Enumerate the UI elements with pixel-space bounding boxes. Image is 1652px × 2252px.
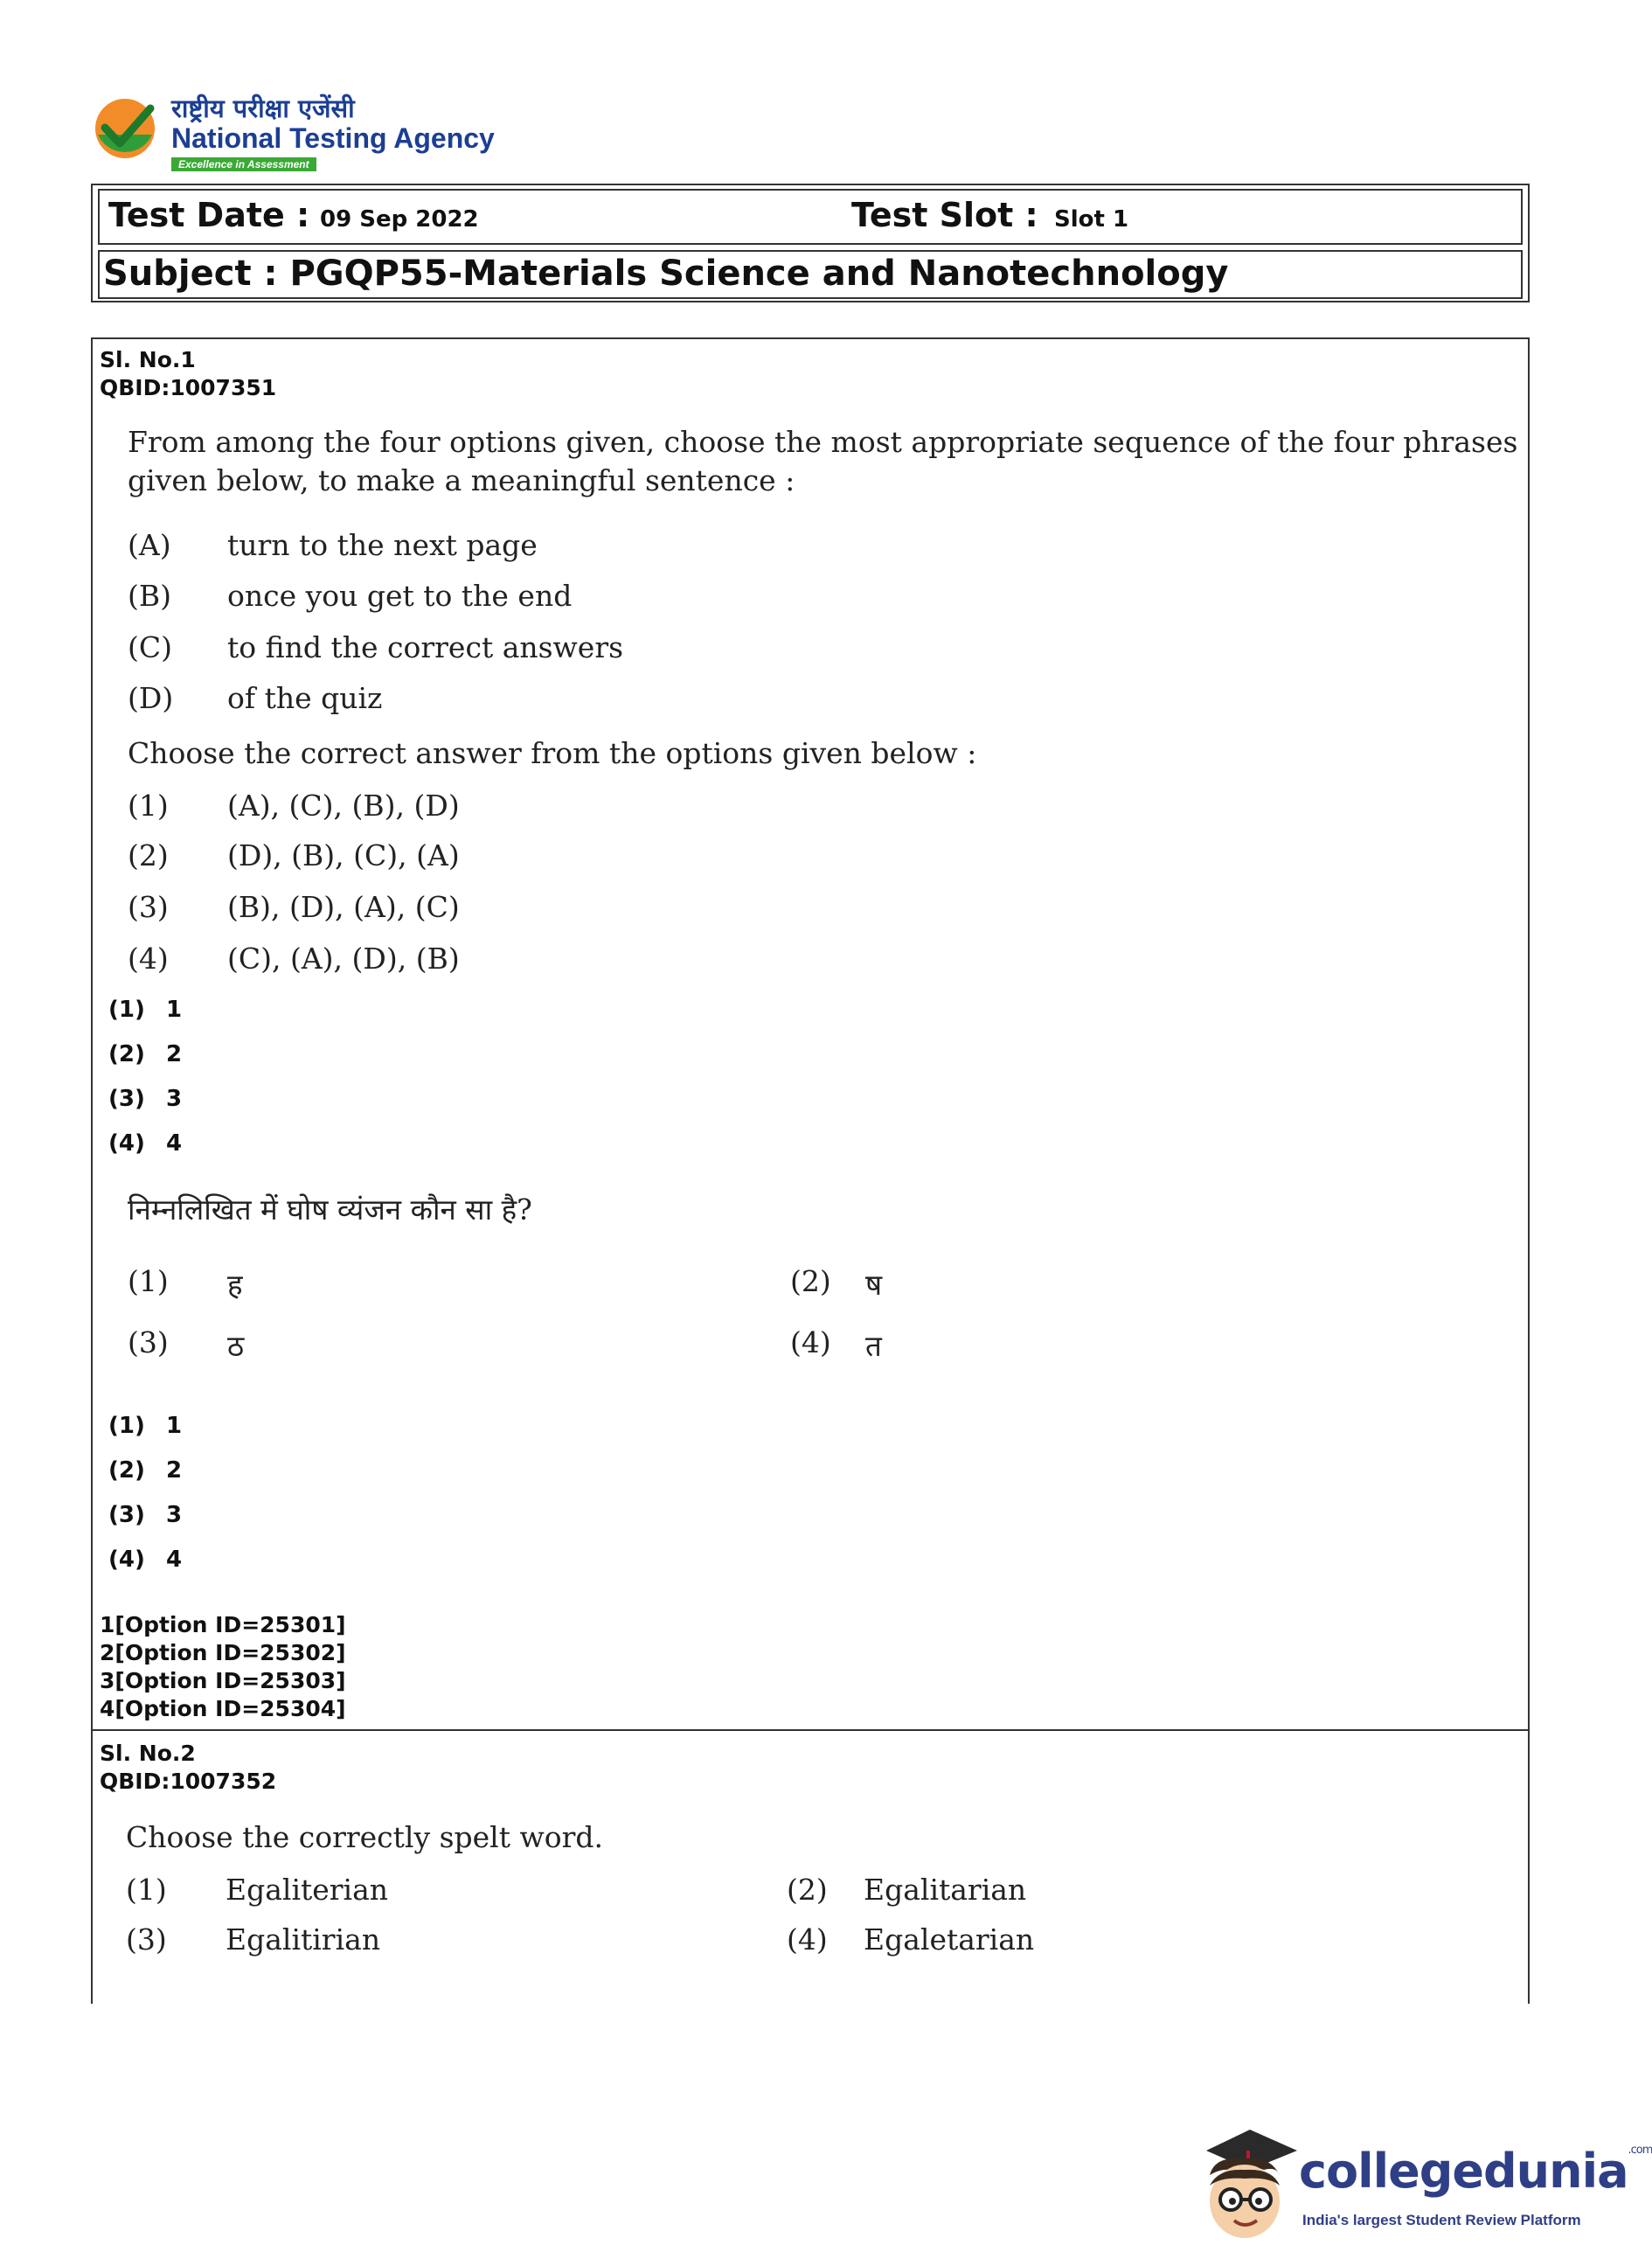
answer-key: (4) (108, 1130, 145, 1157)
option-text: Egaliterian (226, 1873, 389, 1907)
hindi-option-key: (1) (128, 1264, 169, 1298)
hindi-question-prompt: निम्नलिखित में घोष व्यंजन कौन सा है? (128, 1192, 532, 1227)
subject-title: Subject : PGQP55-Materials Science and Nanotechnology (103, 254, 1229, 294)
answer-key: (3) (108, 1502, 145, 1528)
test-info-row (98, 189, 1523, 245)
answer-key: (2) (108, 1457, 145, 1484)
hindi-option-text: ष (865, 1268, 883, 1302)
answer-key: (1) (108, 1413, 145, 1439)
phrase-text: turn to the next page (227, 528, 538, 562)
serial-number: Sl. No.2 (100, 1741, 196, 1766)
option-key: (2) (787, 1873, 828, 1907)
option-text: (A), (C), (B), (D) (227, 789, 460, 823)
option-id: 3[Option ID=25303] (100, 1668, 346, 1693)
checkmark-badge-icon (93, 96, 157, 161)
hindi-option-text: ठ (227, 1329, 245, 1363)
option-key: (1) (128, 789, 169, 823)
serial-number: Sl. No.1 (100, 347, 196, 372)
option-id: 2[Option ID=25302] (100, 1640, 346, 1665)
question-card-2 (91, 1729, 1530, 2004)
phrase-key: (D) (128, 681, 174, 715)
hindi-option-key: (2) (790, 1264, 831, 1298)
question-prompt-line-2: given below, to make a meaningful sentence : (128, 463, 795, 497)
option-key: (3) (126, 1922, 167, 1957)
phrase-text: of the quiz (227, 681, 383, 715)
option-key: (2) (128, 838, 169, 872)
agency-name: National Testing Agency (171, 122, 495, 154)
mascot-graduate-icon (1189, 2124, 1302, 2247)
answer-value: 3 (166, 1086, 183, 1112)
answer-key: (3) (108, 1086, 145, 1112)
brand-tagline: India's largest Student Review Platform (1302, 2212, 1581, 2228)
option-key: (4) (128, 942, 169, 976)
answer-value: 1 (166, 1413, 183, 1439)
agency-tagline: Excellence in Assessment (171, 157, 316, 171)
question-prompt-line-1: From among the four options given, choose the most appropriate sequence of the four phrases (128, 425, 1518, 459)
answer-value: 3 (166, 1502, 183, 1528)
option-text: (B), (D), (A), (C) (227, 890, 460, 924)
question-prompt: Choose the correctly spelt word. (126, 1820, 603, 1854)
answer-value: 4 (166, 1130, 183, 1157)
test-slot-value: Slot 1 (1054, 206, 1129, 233)
brand-name (1299, 2144, 1652, 2199)
option-key: (1) (126, 1873, 167, 1907)
test-date-label: Test Date : (108, 196, 310, 234)
answer-key: (1) (108, 997, 145, 1023)
phrase-text: to find the correct answers (227, 630, 624, 664)
option-text: (C), (A), (D), (B) (227, 942, 460, 976)
hindi-option-key: (4) (790, 1325, 831, 1359)
answer-value: 4 (166, 1547, 183, 1573)
test-slot-label: Test Slot : (851, 196, 1038, 234)
phrase-key: (C) (128, 630, 172, 664)
option-text: Egalitarian (864, 1873, 1027, 1907)
option-text: Egaletarian (864, 1922, 1035, 1957)
option-key: (3) (128, 890, 169, 924)
phrase-key: (B) (128, 579, 171, 613)
brand-domain: .com (1628, 2144, 1652, 2157)
option-id: 1[Option ID=25301] (100, 1612, 346, 1637)
question-bank-id: QBID:1007351 (100, 375, 277, 400)
agency-name-hindi: राष्ट्रीय परीक्षा एजेंसी (171, 94, 355, 123)
option-text: Egalitirian (226, 1922, 381, 1957)
subject-row (98, 250, 1523, 299)
option-text: (D), (B), (C), (A) (227, 838, 460, 872)
answer-key: (2) (108, 1041, 145, 1067)
answer-value: 1 (166, 997, 183, 1023)
answer-value: 2 (166, 1457, 183, 1484)
phrase-key: (A) (128, 528, 171, 562)
answer-key: (4) (108, 1547, 145, 1573)
answer-value: 2 (166, 1041, 183, 1067)
hindi-option-text: त (865, 1329, 882, 1363)
brand-name-text: collegedunia (1299, 2144, 1628, 2199)
test-date-value: 09 Sep 2022 (320, 206, 479, 233)
phrase-text: once you get to the end (227, 579, 573, 613)
hindi-option-text: ह (227, 1268, 243, 1302)
hindi-option-key: (3) (128, 1325, 169, 1359)
option-id: 4[Option ID=25304] (100, 1696, 346, 1721)
question-bank-id: QBID:1007352 (100, 1769, 277, 1794)
choose-instruction: Choose the correct answer from the options given below : (128, 736, 977, 770)
option-key: (4) (787, 1922, 828, 1957)
